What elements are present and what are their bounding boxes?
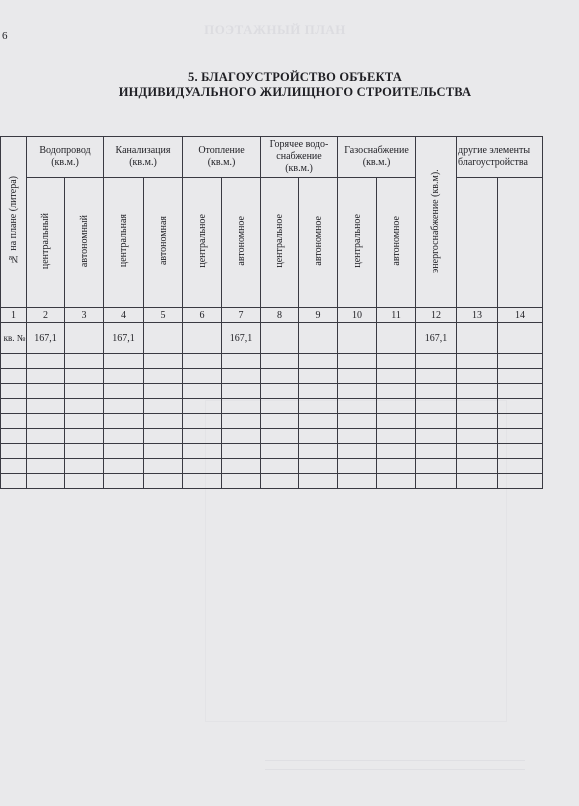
cell-empty xyxy=(261,459,299,474)
cell-empty xyxy=(27,429,65,444)
cell-empty xyxy=(299,323,338,354)
header-other-amenities: другие элементы благоустройства xyxy=(457,137,543,178)
cell-empty xyxy=(104,444,144,459)
table-row xyxy=(1,323,543,354)
cell-empty xyxy=(183,384,222,399)
cell-empty xyxy=(27,459,65,474)
cell-empty xyxy=(338,459,377,474)
row-label-apartment: кв. № xyxy=(1,323,27,354)
table-row xyxy=(1,354,543,369)
cell-empty xyxy=(183,399,222,414)
cell-empty xyxy=(457,474,498,489)
empty-rows xyxy=(1,354,543,489)
cell-empty xyxy=(144,474,183,489)
subheader-hotwater-autonomous: автономное xyxy=(299,178,338,308)
column-number: 3 xyxy=(65,308,104,323)
cell-empty xyxy=(222,399,261,414)
cell-empty xyxy=(144,384,183,399)
subheader-gas-central: центральное xyxy=(338,178,377,308)
cell-empty xyxy=(299,399,338,414)
cell-empty xyxy=(222,474,261,489)
cell-empty xyxy=(498,444,543,459)
column-number: 7 xyxy=(222,308,261,323)
bleed-through-title: ПОЭТАЖНЫЙ ПЛАН xyxy=(204,22,346,37)
column-number: 9 xyxy=(299,308,338,323)
column-number: 5 xyxy=(144,308,183,323)
cell-empty xyxy=(261,429,299,444)
subheader-water-central: центральный xyxy=(27,178,65,308)
cell-empty xyxy=(416,369,457,384)
cell-empty xyxy=(377,414,416,429)
cell-empty xyxy=(27,444,65,459)
column-number-row xyxy=(1,308,543,323)
cell-empty xyxy=(261,384,299,399)
cell-empty xyxy=(183,414,222,429)
cell-empty xyxy=(144,414,183,429)
cell-empty xyxy=(27,414,65,429)
title-line-1: 5. БЛАГОУСТРОЙСТВО ОБЪЕКТА xyxy=(188,70,402,84)
cell-empty xyxy=(144,459,183,474)
cell-empty xyxy=(498,369,543,384)
cell-empty xyxy=(299,354,338,369)
cell-empty xyxy=(498,384,543,399)
table-row xyxy=(1,429,543,444)
cell-empty xyxy=(65,323,104,354)
cell-empty xyxy=(416,354,457,369)
table-row xyxy=(1,474,543,489)
cell-empty xyxy=(299,429,338,444)
cell-empty xyxy=(299,384,338,399)
cell-empty xyxy=(27,384,65,399)
cell-empty xyxy=(1,474,27,489)
cell-empty xyxy=(498,474,543,489)
cell-empty xyxy=(377,399,416,414)
cell-empty xyxy=(144,323,183,354)
cell-empty xyxy=(144,399,183,414)
cell-empty xyxy=(65,399,104,414)
amenities-table xyxy=(0,136,543,489)
cell-empty xyxy=(498,399,543,414)
cell-empty xyxy=(183,429,222,444)
column-number: 2 xyxy=(27,308,65,323)
cell-empty xyxy=(104,474,144,489)
cell-empty xyxy=(377,474,416,489)
cell-empty xyxy=(27,354,65,369)
header-hot-water: Горячее водо-снабжение (кв.м.) xyxy=(261,137,338,178)
page-title xyxy=(60,70,530,100)
cell-empty xyxy=(27,474,65,489)
cell-empty xyxy=(338,414,377,429)
cell-empty xyxy=(299,459,338,474)
cell-empty xyxy=(222,429,261,444)
cell-empty xyxy=(457,323,498,354)
subheader-heating-central: центральное xyxy=(183,178,222,308)
cell-empty xyxy=(65,384,104,399)
cell-empty xyxy=(222,369,261,384)
cell-empty xyxy=(338,429,377,444)
cell-empty xyxy=(1,399,27,414)
cell-heating-autonomous: 167,1 xyxy=(222,323,261,354)
cell-empty xyxy=(457,444,498,459)
cell-empty xyxy=(65,459,104,474)
cell-empty xyxy=(338,444,377,459)
cell-empty xyxy=(377,369,416,384)
header-power-supply: энергоснабжение (кв.м). xyxy=(416,137,457,308)
header-sewerage: Канализация (кв.м.) xyxy=(104,137,183,178)
cell-empty xyxy=(144,429,183,444)
cell-empty xyxy=(261,474,299,489)
cell-empty xyxy=(222,384,261,399)
cell-empty xyxy=(65,369,104,384)
header-heating: Отопление (кв.м.) xyxy=(183,137,261,178)
cell-empty xyxy=(338,323,377,354)
cell-empty xyxy=(222,414,261,429)
cell-empty xyxy=(377,459,416,474)
cell-empty xyxy=(299,414,338,429)
cell-empty xyxy=(104,399,144,414)
cell-empty xyxy=(104,369,144,384)
subheader-other-1 xyxy=(457,178,498,308)
cell-empty xyxy=(498,414,543,429)
cell-empty xyxy=(222,459,261,474)
cell-empty xyxy=(1,369,27,384)
table-row xyxy=(1,414,543,429)
cell-empty xyxy=(65,444,104,459)
cell-empty xyxy=(104,354,144,369)
cell-empty xyxy=(457,369,498,384)
cell-empty xyxy=(65,474,104,489)
column-number: 14 xyxy=(498,308,543,323)
cell-empty xyxy=(27,399,65,414)
cell-empty xyxy=(261,354,299,369)
bleed-through-footer xyxy=(265,760,525,770)
cell-empty xyxy=(338,354,377,369)
cell-sewer-central: 167,1 xyxy=(104,323,144,354)
table-row xyxy=(1,384,543,399)
cell-empty xyxy=(1,459,27,474)
column-number: 12 xyxy=(416,308,457,323)
header-plan-number: № на плане (литера) xyxy=(1,137,27,308)
cell-empty xyxy=(1,414,27,429)
subheader-gas-autonomous: автономное xyxy=(377,178,416,308)
column-number: 6 xyxy=(183,308,222,323)
table-row xyxy=(1,369,543,384)
column-number: 8 xyxy=(261,308,299,323)
cell-empty xyxy=(183,474,222,489)
cell-empty xyxy=(183,323,222,354)
column-number: 4 xyxy=(104,308,144,323)
column-number: 1 xyxy=(1,308,27,323)
cell-empty xyxy=(299,474,338,489)
subheader-sewer-autonomous: автономная xyxy=(144,178,183,308)
header-water-supply: Водопровод (кв.м.) xyxy=(27,137,104,178)
cell-empty xyxy=(338,474,377,489)
cell-empty xyxy=(65,429,104,444)
cell-empty xyxy=(377,323,416,354)
subheader-other-2 xyxy=(498,178,543,308)
cell-empty xyxy=(104,459,144,474)
column-number: 13 xyxy=(457,308,498,323)
cell-empty xyxy=(457,384,498,399)
cell-empty xyxy=(65,354,104,369)
cell-empty xyxy=(377,444,416,459)
table-row xyxy=(1,459,543,474)
cell-empty xyxy=(222,354,261,369)
cell-empty xyxy=(104,384,144,399)
cell-empty xyxy=(27,369,65,384)
cell-empty xyxy=(299,444,338,459)
cell-empty xyxy=(498,323,543,354)
cell-empty xyxy=(377,384,416,399)
cell-empty xyxy=(183,369,222,384)
page-number: 6 xyxy=(2,30,8,42)
cell-empty xyxy=(377,429,416,444)
cell-empty xyxy=(65,414,104,429)
subheader-water-autonomous: автономный xyxy=(65,178,104,308)
cell-empty xyxy=(498,459,543,474)
cell-empty xyxy=(261,399,299,414)
cell-empty xyxy=(183,459,222,474)
subheader-heating-autonomous: автономное xyxy=(222,178,261,308)
cell-empty xyxy=(104,414,144,429)
cell-empty xyxy=(1,444,27,459)
cell-empty xyxy=(183,354,222,369)
cell-empty xyxy=(498,429,543,444)
subheader-sewer-central: центральная xyxy=(104,178,144,308)
cell-empty xyxy=(104,429,144,444)
cell-empty xyxy=(498,354,543,369)
cell-empty xyxy=(416,399,457,414)
cell-power-supply: 167,1 xyxy=(416,323,457,354)
cell-empty xyxy=(377,354,416,369)
title-line-2: ИНДИВИДУАЛЬНОГО ЖИЛИЩНОГО СТРОИТЕЛЬСТВА xyxy=(118,85,472,99)
cell-empty xyxy=(457,414,498,429)
cell-empty xyxy=(338,384,377,399)
cell-empty xyxy=(338,369,377,384)
cell-empty xyxy=(261,444,299,459)
column-number: 10 xyxy=(338,308,377,323)
cell-empty xyxy=(299,369,338,384)
cell-empty xyxy=(457,459,498,474)
cell-empty xyxy=(416,444,457,459)
cell-empty xyxy=(183,444,222,459)
cell-empty xyxy=(457,354,498,369)
cell-empty xyxy=(457,399,498,414)
cell-empty xyxy=(457,429,498,444)
cell-empty xyxy=(261,414,299,429)
cell-empty xyxy=(222,444,261,459)
table-row xyxy=(1,444,543,459)
cell-empty xyxy=(416,474,457,489)
cell-empty xyxy=(144,354,183,369)
table-row xyxy=(1,399,543,414)
cell-empty xyxy=(1,429,27,444)
cell-empty xyxy=(261,323,299,354)
cell-empty xyxy=(416,459,457,474)
cell-empty xyxy=(144,444,183,459)
cell-empty xyxy=(261,369,299,384)
cell-empty xyxy=(1,354,27,369)
cell-empty xyxy=(416,414,457,429)
header-gas-supply: Газоснабжение (кв.м.) xyxy=(338,137,416,178)
cell-empty xyxy=(1,384,27,399)
cell-empty xyxy=(144,369,183,384)
subheader-hotwater-central: центральное xyxy=(261,178,299,308)
cell-empty xyxy=(338,399,377,414)
cell-water-central: 167,1 xyxy=(27,323,65,354)
column-number: 11 xyxy=(377,308,416,323)
cell-empty xyxy=(416,384,457,399)
cell-empty xyxy=(416,429,457,444)
